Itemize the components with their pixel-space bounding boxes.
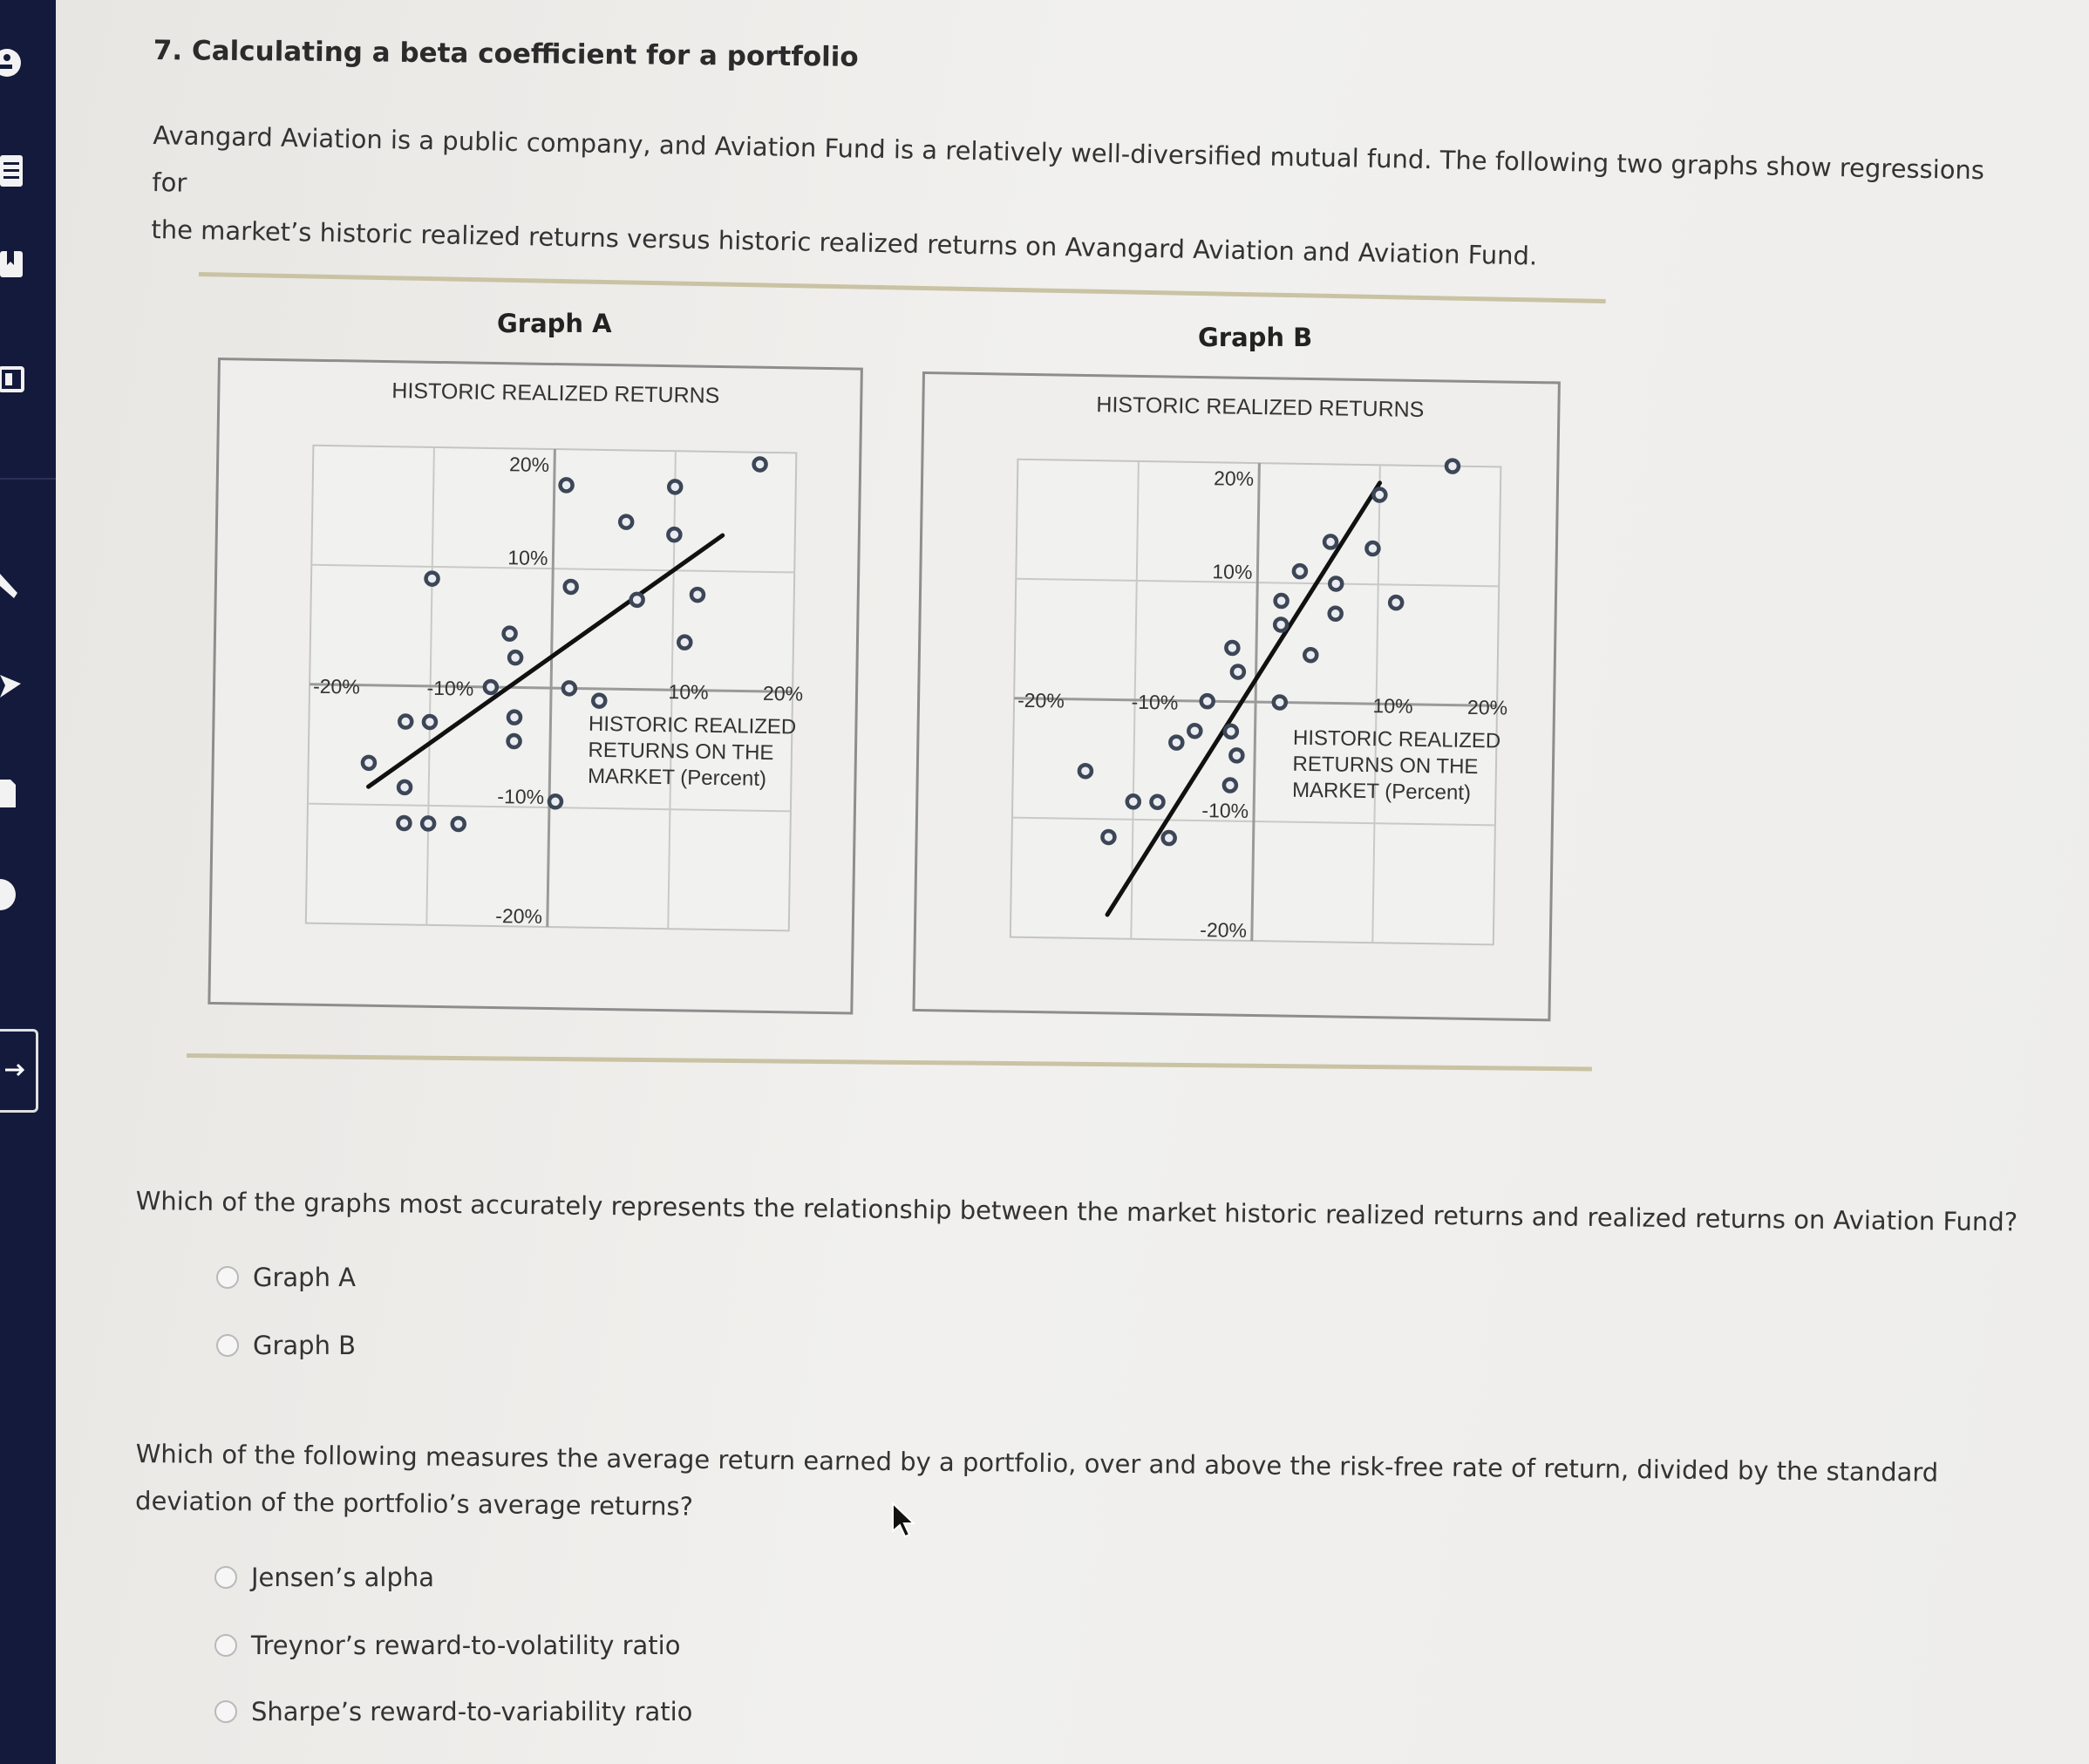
option-sharpe-ratio-label: Sharpe’s reward-to-variability ratio xyxy=(251,1697,693,1727)
graph-b-point-6 xyxy=(1079,765,1092,777)
help-icon[interactable] xyxy=(0,877,30,912)
graph-a-point-14 xyxy=(563,682,575,694)
graph-b-y-tick-1: 10% xyxy=(1212,560,1253,583)
graph-b-x-tick-2: 10% xyxy=(1372,694,1413,718)
graph-b-point-19 xyxy=(1330,577,1342,589)
graph-b-y-tick-0: 20% xyxy=(1213,467,1255,490)
intro-line-2: the market’s historic realized returns versus historic realized returns on Avangard Aviation and Aviation Fund. xyxy=(151,214,1538,271)
graph-a-point-2 xyxy=(509,651,521,664)
intro-line-1: Avangard Aviation is a public company, and Aviation Fund is a relatively well-diversified mutual fund. The following two graphs show regressions for xyxy=(152,119,1985,198)
graph-a-x-label-line-1: RETURNS ON THE xyxy=(588,738,774,766)
graph-b-x-label-line-1: RETURNS ON THE xyxy=(1292,752,1479,780)
graph-a-point-20 xyxy=(668,528,680,541)
graph-b-point-5 xyxy=(1224,779,1236,791)
list-icon[interactable] xyxy=(0,153,30,188)
radio-jensens-alpha[interactable] xyxy=(214,1566,237,1589)
question-2-line-1: Which of the following measures the average return earned by a portfolio, over and above the risk-free rate of return, divided by the standard xyxy=(135,1438,1939,1488)
graph-a-y-tick-1: 10% xyxy=(507,546,548,569)
graph-a-point-3 xyxy=(485,681,497,693)
top-rule xyxy=(199,272,1606,303)
graph-a-subtitle: HISTORIC REALIZED RETURNS xyxy=(391,378,720,409)
question-2-line-2: deviation of the portfolio’s average returns? xyxy=(134,1485,694,1522)
graph-b-point-21 xyxy=(1366,542,1378,555)
graph-a-y-tick-0: 20% xyxy=(508,453,550,476)
graph-b-point-15 xyxy=(1275,618,1287,630)
graph-a-point-8 xyxy=(363,757,375,769)
graph-a-point-9 xyxy=(398,781,411,793)
graph-b-title: Graph B xyxy=(1198,323,1313,352)
graph-b-point-22 xyxy=(1390,596,1402,609)
graph-a-chart xyxy=(210,360,860,1011)
graph-b-x-tick-3: 20% xyxy=(1466,695,1508,719)
radio-sharpe-ratio[interactable] xyxy=(214,1700,237,1723)
option-treynor-ratio[interactable] xyxy=(214,1631,680,1660)
bottom-rule xyxy=(187,1053,1592,1071)
sidebar-divider xyxy=(0,478,56,480)
graph-a-x-tick-3: 20% xyxy=(762,681,804,705)
graph-a-point-23 xyxy=(678,637,691,649)
graph-b-y-tick-2: -10% xyxy=(1201,799,1249,822)
bookmark-icon[interactable] xyxy=(0,249,30,284)
graph-a-box xyxy=(208,358,863,1015)
graph-a-point-7 xyxy=(424,716,436,728)
graph-a-point-5 xyxy=(507,735,520,747)
option-graph-a[interactable] xyxy=(216,1263,356,1292)
graph-a-point-13 xyxy=(549,795,561,807)
graph-b-point-13 xyxy=(1232,665,1244,678)
graph-a-point-12 xyxy=(453,818,465,830)
option-treynor-ratio-label: Treynor’s reward-to-volatility ratio xyxy=(251,1631,681,1660)
graph-b-point-1 xyxy=(1170,736,1182,748)
graph-b-point-17 xyxy=(1304,649,1317,661)
user-icon[interactable] xyxy=(0,45,30,80)
radio-graph-a[interactable] xyxy=(216,1266,239,1289)
graph-b-point-16 xyxy=(1294,565,1306,577)
question-1-text: Which of the graphs most accurately represents the relationship between the market historic realized returns and realized returns on Aviation Fund? xyxy=(135,1185,2018,1237)
graph-a-x-label-line-2: MARKET (Percent) xyxy=(587,764,767,791)
radio-treynor-ratio[interactable] xyxy=(214,1634,237,1657)
option-graph-b-label: Graph B xyxy=(253,1331,357,1360)
graph-b-point-11 xyxy=(1274,696,1286,708)
graph-b-point-2 xyxy=(1188,725,1201,737)
option-graph-a-label: Graph A xyxy=(253,1263,357,1292)
option-jensens-alpha-label: Jensen’s alpha xyxy=(251,1563,435,1592)
send-icon[interactable] xyxy=(0,671,30,706)
graph-a-title: Graph A xyxy=(497,309,612,338)
graph-a-point-18 xyxy=(620,515,632,528)
graph-b-point-14 xyxy=(1276,595,1288,607)
graph-b-point-10 xyxy=(1163,832,1175,844)
left-sidebar xyxy=(0,0,56,1764)
radio-graph-b[interactable] xyxy=(216,1334,239,1357)
graph-a-point-11 xyxy=(422,817,434,829)
graph-b-x-tick-0: -20% xyxy=(1017,688,1065,712)
graph-a-x-tick-0: -20% xyxy=(312,674,360,698)
graph-a-point-17 xyxy=(565,581,577,593)
graph-a-point-4 xyxy=(508,712,521,724)
graph-b-box xyxy=(912,371,1560,1021)
graph-b-x-tick-1: -10% xyxy=(1131,690,1179,714)
graph-a-x-tick-1: -10% xyxy=(426,676,474,700)
graph-a-point-24 xyxy=(753,458,766,470)
calculator-icon[interactable] xyxy=(0,363,30,398)
arrow-right-icon[interactable] xyxy=(0,1029,38,1113)
graph-a-point-22 xyxy=(691,589,704,601)
option-graph-b[interactable] xyxy=(216,1331,356,1360)
graph-a-x-tick-2: 10% xyxy=(668,680,709,704)
file-icon[interactable] xyxy=(0,776,30,811)
question-2-text xyxy=(135,1430,1939,1543)
graph-b-point-23 xyxy=(1373,488,1385,501)
graph-a-point-16 xyxy=(560,479,572,491)
graph-b-subtitle: HISTORIC REALIZED RETURNS xyxy=(1096,392,1425,423)
graph-a-point-0 xyxy=(425,572,438,584)
graph-b-point-3 xyxy=(1225,725,1237,738)
option-jensens-alpha[interactable] xyxy=(214,1563,434,1592)
graph-a-x-label-line-0: HISTORIC REALIZED xyxy=(588,712,797,739)
graph-a-point-21 xyxy=(631,594,643,606)
graph-b-x-label-line-2: MARKET (Percent) xyxy=(1291,778,1472,805)
graph-b-point-0 xyxy=(1201,695,1214,707)
graph-a-point-15 xyxy=(593,695,605,707)
graph-b-point-4 xyxy=(1230,749,1242,761)
graph-b-point-7 xyxy=(1127,795,1140,807)
wrench-icon[interactable] xyxy=(0,567,30,602)
question-title: 7. Calculating a beta coefficient for a portfolio xyxy=(153,35,859,73)
question-intro xyxy=(151,112,2002,289)
graph-b-point-8 xyxy=(1151,796,1163,808)
graph-a-point-1 xyxy=(503,628,515,640)
graph-b-x-label-line-0: HISTORIC REALIZED xyxy=(1292,725,1501,753)
graph-a-point-6 xyxy=(399,715,412,727)
graph-a-point-19 xyxy=(669,480,681,493)
graph-a-y-tick-3: -20% xyxy=(495,904,543,928)
graph-b-point-12 xyxy=(1226,642,1238,654)
graph-b-point-20 xyxy=(1330,608,1342,620)
graph-b-point-24 xyxy=(1446,460,1459,472)
graph-a-point-10 xyxy=(398,817,410,829)
option-sharpe-ratio[interactable] xyxy=(214,1697,692,1727)
graph-a-y-tick-2: -10% xyxy=(497,785,545,808)
graph-b-point-9 xyxy=(1102,831,1114,843)
mouse-cursor-icon xyxy=(891,1502,917,1540)
main-content xyxy=(56,0,2089,1764)
graph-b-point-18 xyxy=(1324,535,1337,548)
graph-b-y-tick-3: -20% xyxy=(1200,918,1248,942)
graph-b-chart xyxy=(915,374,1558,1018)
